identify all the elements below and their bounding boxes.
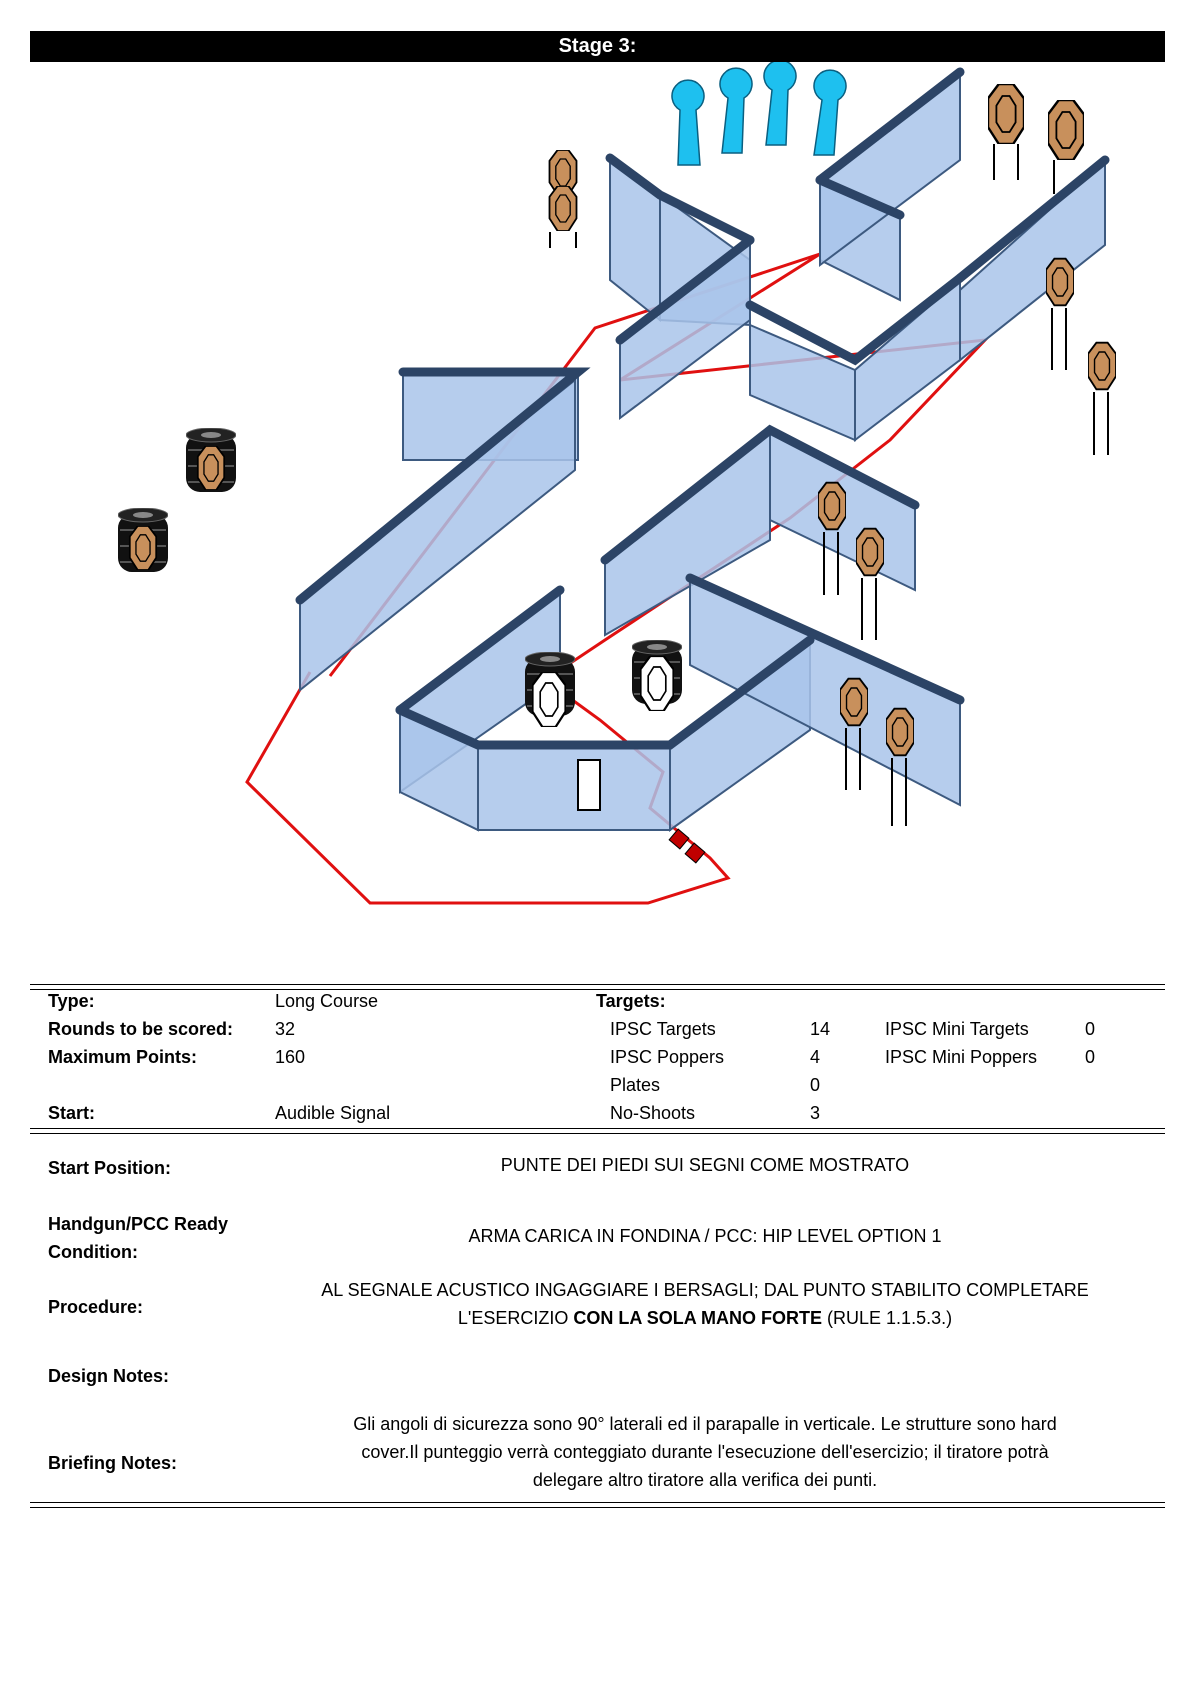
ipsc-targets-label: IPSC Targets xyxy=(610,1019,716,1039)
procedure-emphasis: CON LA SOLA MANO FORTE xyxy=(573,1308,823,1328)
procedure-line-1: AL SEGNALE ACUSTICO INGAGGIARE I BERSAGLI; DAL PUNTO STABILITO COMPLETARE xyxy=(321,1280,1089,1300)
start-position-marks xyxy=(669,829,705,863)
ipsc-poppers-value: 4 xyxy=(810,1047,821,1067)
targets-label: Targets: xyxy=(596,991,666,1011)
plates-value: 0 xyxy=(810,1075,821,1095)
ready-label-line2: Condition: xyxy=(48,1242,138,1262)
points-value: 160 xyxy=(275,1047,306,1067)
rounds-value: 32 xyxy=(275,1019,296,1039)
stage-diagram xyxy=(0,62,1191,962)
procedure-label: Procedure: xyxy=(48,1297,144,1317)
briefing-line-3: delegare altro tiratore alla verifica dei punti. xyxy=(532,1470,878,1490)
ipsc-mini-poppers-value: 0 xyxy=(1085,1047,1096,1067)
start-position-label: Start Position: xyxy=(48,1158,172,1178)
briefing-notes-label: Briefing Notes: xyxy=(48,1453,178,1473)
briefing-notes-text xyxy=(250,1410,1160,1494)
ipsc-poppers-label: IPSC Poppers xyxy=(610,1047,725,1067)
no-shoots-value: 3 xyxy=(810,1103,821,1123)
briefing-line-2: cover.Il punteggio verrà conteggiato durante l'esecuzione dell'esercizio; il tiratore potrà xyxy=(361,1442,1049,1462)
port-window xyxy=(578,760,600,810)
ipsc-targets-value: 14 xyxy=(810,1019,831,1039)
rounds-label: Rounds to be scored: xyxy=(48,1019,234,1039)
type-value: Long Course xyxy=(275,991,379,1011)
stage-title: Stage 3: xyxy=(30,31,1165,62)
ready-condition-value: ARMA CARICA IN FONDINA / PCC: HIP LEVEL OPTION 1 xyxy=(468,1226,942,1246)
design-notes-label: Design Notes: xyxy=(48,1366,170,1386)
start-value: Audible Signal xyxy=(275,1103,391,1123)
ready-label-line1: Handgun/PCC Ready xyxy=(48,1214,229,1234)
points-label: Maximum Points: xyxy=(48,1047,198,1067)
start-position-value: PUNTE DEI PIEDI SUI SEGNI COME MOSTRATO xyxy=(500,1155,910,1175)
no-shoots-label: No-Shoots xyxy=(610,1103,696,1123)
briefing-line-1: Gli angoli di sicurezza sono 90° laterali ed il parapalle in verticale. Le strutture sono hard xyxy=(353,1414,1057,1434)
ipsc-mini-targets-label: IPSC Mini Targets xyxy=(885,1019,1029,1039)
start-label: Start: xyxy=(48,1103,96,1123)
plates-label: Plates xyxy=(610,1075,661,1095)
procedure-text xyxy=(250,1276,1160,1332)
procedure-line-2: L'ESERCIZIO CON LA SOLA MANO FORTE (RULE 1.1.5.3.) xyxy=(457,1308,953,1328)
ipsc-mini-poppers-label: IPSC Mini Poppers xyxy=(885,1047,1038,1067)
ipsc-mini-targets-value: 0 xyxy=(1085,1019,1096,1039)
type-label: Type: xyxy=(48,991,95,1011)
poppers xyxy=(672,62,846,165)
